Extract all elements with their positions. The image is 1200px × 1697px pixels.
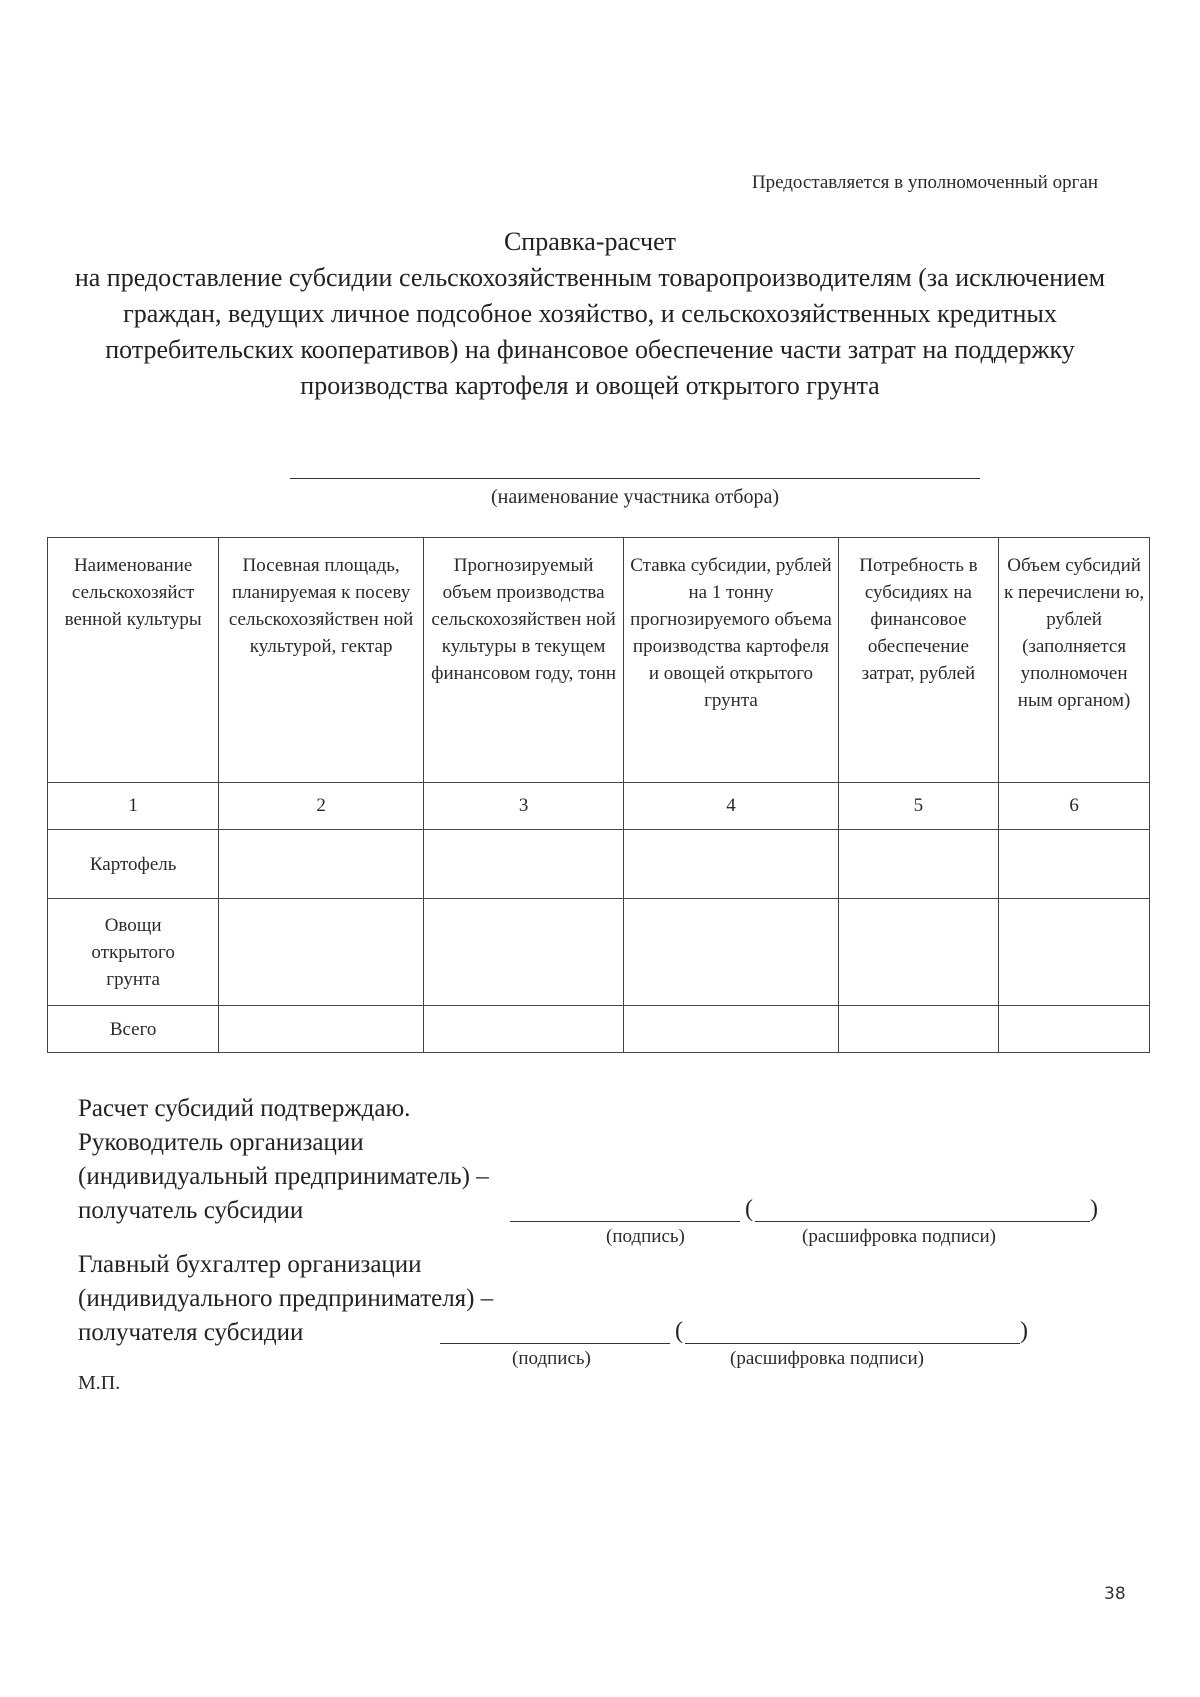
close-paren: ): [1020, 1318, 1028, 1344]
column-number: 3: [423, 783, 623, 830]
header-cell: Прогнозируемый объем производства сельскохозяйствен ной культуры в текущем финансовом году, тонн: [423, 538, 623, 783]
column-number: 5: [838, 783, 999, 830]
document-title: [60, 224, 1120, 404]
head-decode-field: [755, 1221, 1090, 1222]
title-subtitle: на предоставление субсидии сельскохозяйственным товаропроизводителям (за исключением граждан, ведущих личное подсобное хозяйство, и сельскохозяйственных кредитных потребительских кооперативов) на финансовое обеспечение части затрат на поддержку производства картофеля и овощей открытого грунта: [74, 263, 1106, 400]
participant-caption: (наименование участника отбора): [491, 486, 779, 508]
decode-caption: (расшифровка подписи): [730, 1348, 924, 1369]
row-label: Картофель: [48, 830, 219, 899]
table-cell: [219, 899, 424, 1006]
column-number-row: [48, 783, 1150, 830]
table-cell: [423, 899, 623, 1006]
table-cell: [423, 1006, 623, 1053]
head-title-line: (индивидуальный предприниматель) –: [78, 1163, 489, 1190]
table-cell: [624, 830, 838, 899]
close-paren: ): [1090, 1196, 1098, 1222]
table-row: [48, 899, 1150, 1006]
table-row: [48, 830, 1150, 899]
table-cell: [838, 830, 999, 899]
head-title-line: получатель субсидии: [78, 1197, 304, 1224]
open-paren: (: [745, 1196, 753, 1222]
accountant-signature-block: [78, 1248, 1148, 1350]
accountant-title-line: Главный бухгалтер организации: [78, 1251, 422, 1278]
signature-caption: (подпись): [606, 1226, 685, 1247]
head-signature-block: [78, 1092, 1148, 1228]
column-number: 4: [624, 783, 838, 830]
accountant-title-line: получателя субсидии: [78, 1319, 304, 1346]
column-number: 1: [48, 783, 219, 830]
stamp-place: М.П.: [78, 1372, 121, 1394]
header-cell: Объем субсидий к перечислени ю, рублей (заполняется уполномочен ным органом): [999, 538, 1150, 783]
accountant-decode-field: [685, 1343, 1020, 1344]
header-cell: Посевная площадь, планируемая к посеву сельскохозяйствен ной культурой, гектар: [219, 538, 424, 783]
head-signature-field: [510, 1221, 740, 1222]
table-cell: [999, 1006, 1150, 1053]
header-cell: Наименование сельскохозяйст венной культуры: [48, 538, 219, 783]
calculation-table: [47, 537, 1150, 1053]
table-cell: [219, 830, 424, 899]
header-cell: Потребность в субсидиях на финансовое обеспечение затрат, рублей: [838, 538, 999, 783]
accountant-signature-row: [78, 1316, 1148, 1350]
table-cell: [423, 830, 623, 899]
title-main: Справка-расчет: [503, 227, 677, 256]
table-cell: [624, 1006, 838, 1053]
accountant-signature-field: [440, 1343, 670, 1344]
table-cell: [219, 1006, 424, 1053]
table-row-total: [48, 1006, 1150, 1053]
head-title-line: Руководитель организации: [78, 1129, 364, 1156]
column-number: 2: [219, 783, 424, 830]
accountant-title-line: (индивидуального предпринимателя) –: [78, 1285, 494, 1312]
header-cell: Ставка субсидии, рублей на 1 тонну прогнозируемого объема производства картофеля и овощей открытого грунта: [624, 538, 838, 783]
signature-caption: (подпись): [512, 1348, 591, 1369]
column-number: 6: [999, 783, 1150, 830]
table-cell: [999, 830, 1150, 899]
participant-name-field: [290, 478, 980, 479]
table-cell: [838, 1006, 999, 1053]
table-cell: [838, 899, 999, 1006]
open-paren: (: [675, 1318, 683, 1344]
decode-caption: (расшифровка подписи): [802, 1226, 996, 1247]
header-note: Предоставляется в уполномоченный орган: [751, 172, 1098, 193]
page-number: 38: [1104, 1584, 1126, 1604]
row-label: Овощи открытого грунта: [48, 899, 219, 1006]
row-label: Всего: [48, 1006, 219, 1053]
table-cell: [624, 899, 838, 1006]
confirm-text: Расчет субсидий подтверждаю.: [78, 1095, 411, 1122]
table-cell: [999, 899, 1150, 1006]
head-signature-row: [78, 1194, 1148, 1228]
table-header-row: [48, 538, 1150, 783]
